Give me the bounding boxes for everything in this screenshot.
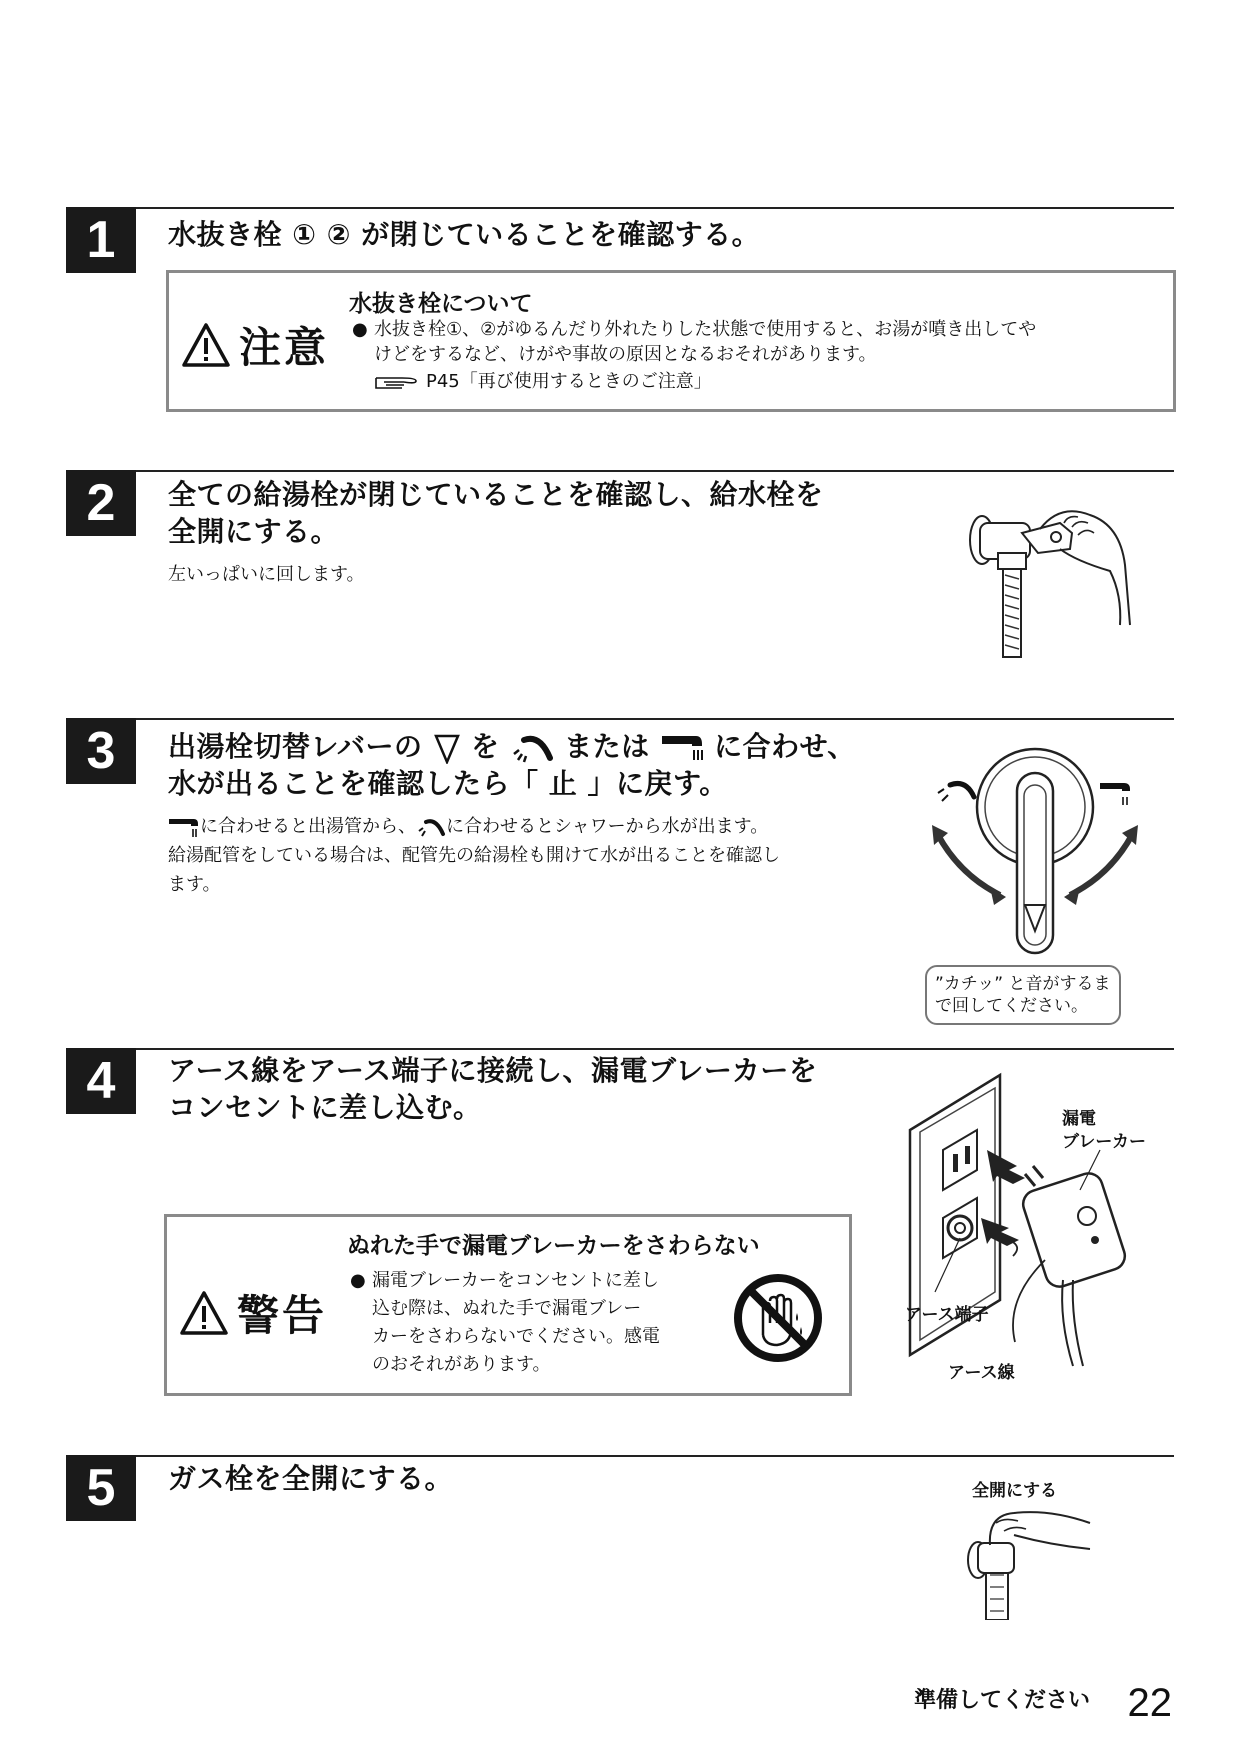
- step-4-title-line: アース線をアース端子に接続し、漏電ブレーカーを: [168, 1054, 818, 1087]
- caution-reference-text: P45「再び使用するときのご注意」: [426, 371, 712, 392]
- warning-mark: [179, 1283, 327, 1343]
- bullet-dot: ●: [350, 1270, 366, 1291]
- faucet-icon: [660, 732, 704, 764]
- step-3-title-part: を: [471, 730, 500, 763]
- step-3-body-line: ます。: [168, 874, 221, 895]
- step-3-rule: [136, 718, 1174, 720]
- step-5-rule: [136, 1455, 1174, 1457]
- faucet-icon: [168, 816, 200, 838]
- step-3-title-part: または: [564, 730, 650, 763]
- step-2-number: 2: [66, 470, 136, 536]
- step-1-title-line: 水抜き栓 ① ② が閉じていることを確認する。: [168, 218, 761, 251]
- step-3-title-part: に合わせ、: [714, 730, 856, 763]
- caution-heading: 水抜き栓について: [349, 291, 533, 317]
- step-5-number: 5: [66, 1455, 136, 1521]
- caution-box: [166, 270, 1176, 412]
- step-1-rule: [136, 207, 1174, 209]
- step-1-title: [168, 216, 760, 253]
- no-wet-hands-icon: [733, 1273, 823, 1363]
- step-4-title: [168, 1052, 817, 1126]
- earth-wire-label: アース線: [948, 1363, 1015, 1383]
- step-3-body-part: に合わせるとシャワーから水が出ます。: [446, 816, 769, 837]
- warning-word: 警告: [237, 1291, 328, 1340]
- footer-section-title: 準備してください: [913, 1688, 1090, 1713]
- step-3-title: [168, 728, 856, 802]
- caution-bullet: [352, 317, 1037, 394]
- callout-line: ”カチッ” と音がするま: [935, 974, 1111, 994]
- step-4-number: 4: [66, 1048, 136, 1114]
- step-2-title: [168, 476, 824, 550]
- lever-rotation-illustration: [920, 745, 1150, 960]
- earth-terminal-label: アース端子: [905, 1305, 989, 1325]
- callout-line: で回してください。: [935, 996, 1088, 1016]
- step-3-body-line: 給湯配管をしている場合は、配管先の給湯栓も開けて水が出ることを確認し: [168, 845, 780, 866]
- full-open-label: 全開にする: [972, 1481, 1057, 1501]
- caution-bullet-line: 水抜き栓①、②がゆるんだり外れたりした状態で使用すると、お湯が噴き出してや: [374, 319, 1037, 340]
- step-3-title-line-2: 水が出ることを確認したら「 止 」に戻す。: [168, 767, 728, 800]
- step-3-body-line-1: [168, 812, 780, 841]
- shower-icon: [416, 816, 446, 838]
- step-2-title-line: 全開にする。: [168, 515, 340, 548]
- caution-reference[interactable]: [374, 369, 1036, 394]
- breaker-label-line: ブレーカー: [1062, 1132, 1146, 1152]
- warning-box: [164, 1214, 852, 1396]
- step-5-title: [168, 1460, 453, 1497]
- step-2-rule: [136, 470, 1174, 472]
- step-3-title-part: 出湯栓切替レバーの: [168, 730, 423, 763]
- shower-icon: [510, 732, 554, 764]
- step-4-rule: [136, 1048, 1174, 1050]
- caution-mark: [181, 315, 329, 375]
- gas-valve-illustration: [960, 1505, 1100, 1620]
- step-3-body: [168, 812, 780, 899]
- bullet-dot: ●: [352, 319, 368, 340]
- warning-bullet-line: 込む際は、ぬれた手で漏電ブレー: [372, 1298, 642, 1319]
- breaker-label: [1062, 1108, 1146, 1154]
- warning-heading: ぬれた手で漏電ブレーカーをさわらない: [347, 1233, 760, 1259]
- warning-bullet-line: 漏電ブレーカーをコンセントに差し: [372, 1270, 659, 1291]
- pointing-hand-icon: [374, 372, 418, 392]
- caution-bullet-line: けどをするなど、けがや事故の原因となるおそれがあります。: [374, 344, 877, 365]
- page-number: 22: [1127, 1681, 1172, 1725]
- breaker-label-line: 漏電: [1062, 1109, 1096, 1129]
- step-3-number: 3: [66, 718, 136, 784]
- warning-bullet: [350, 1267, 660, 1379]
- step-2-body: [168, 560, 365, 589]
- step-1-number: 1: [66, 207, 136, 273]
- step-3-body-part: に合わせると出湯管から、: [200, 816, 416, 837]
- step-2-title-line: 全ての給湯栓が閉じていることを確認し、給水栓を: [168, 478, 824, 511]
- step-2-body-line: 左いっぱいに回します。: [168, 564, 365, 585]
- warning-bullet-line: カーをさわらないでください。感電: [372, 1326, 660, 1347]
- step-3-title-line-1: [168, 728, 856, 765]
- caution-word: 注意: [239, 323, 330, 372]
- triangle-mark-icon: [433, 732, 461, 764]
- click-sound-callout: [925, 965, 1121, 1025]
- warning-bullet-line: のおそれがあります。: [372, 1354, 551, 1375]
- step-5-title-line: ガス栓を全開にする。: [168, 1462, 454, 1495]
- step-4-title-line: コンセントに差し込む。: [168, 1091, 482, 1124]
- warning-triangle-icon: [181, 322, 231, 368]
- warning-triangle-icon: [179, 1290, 229, 1336]
- water-tap-hand-illustration: [960, 505, 1140, 660]
